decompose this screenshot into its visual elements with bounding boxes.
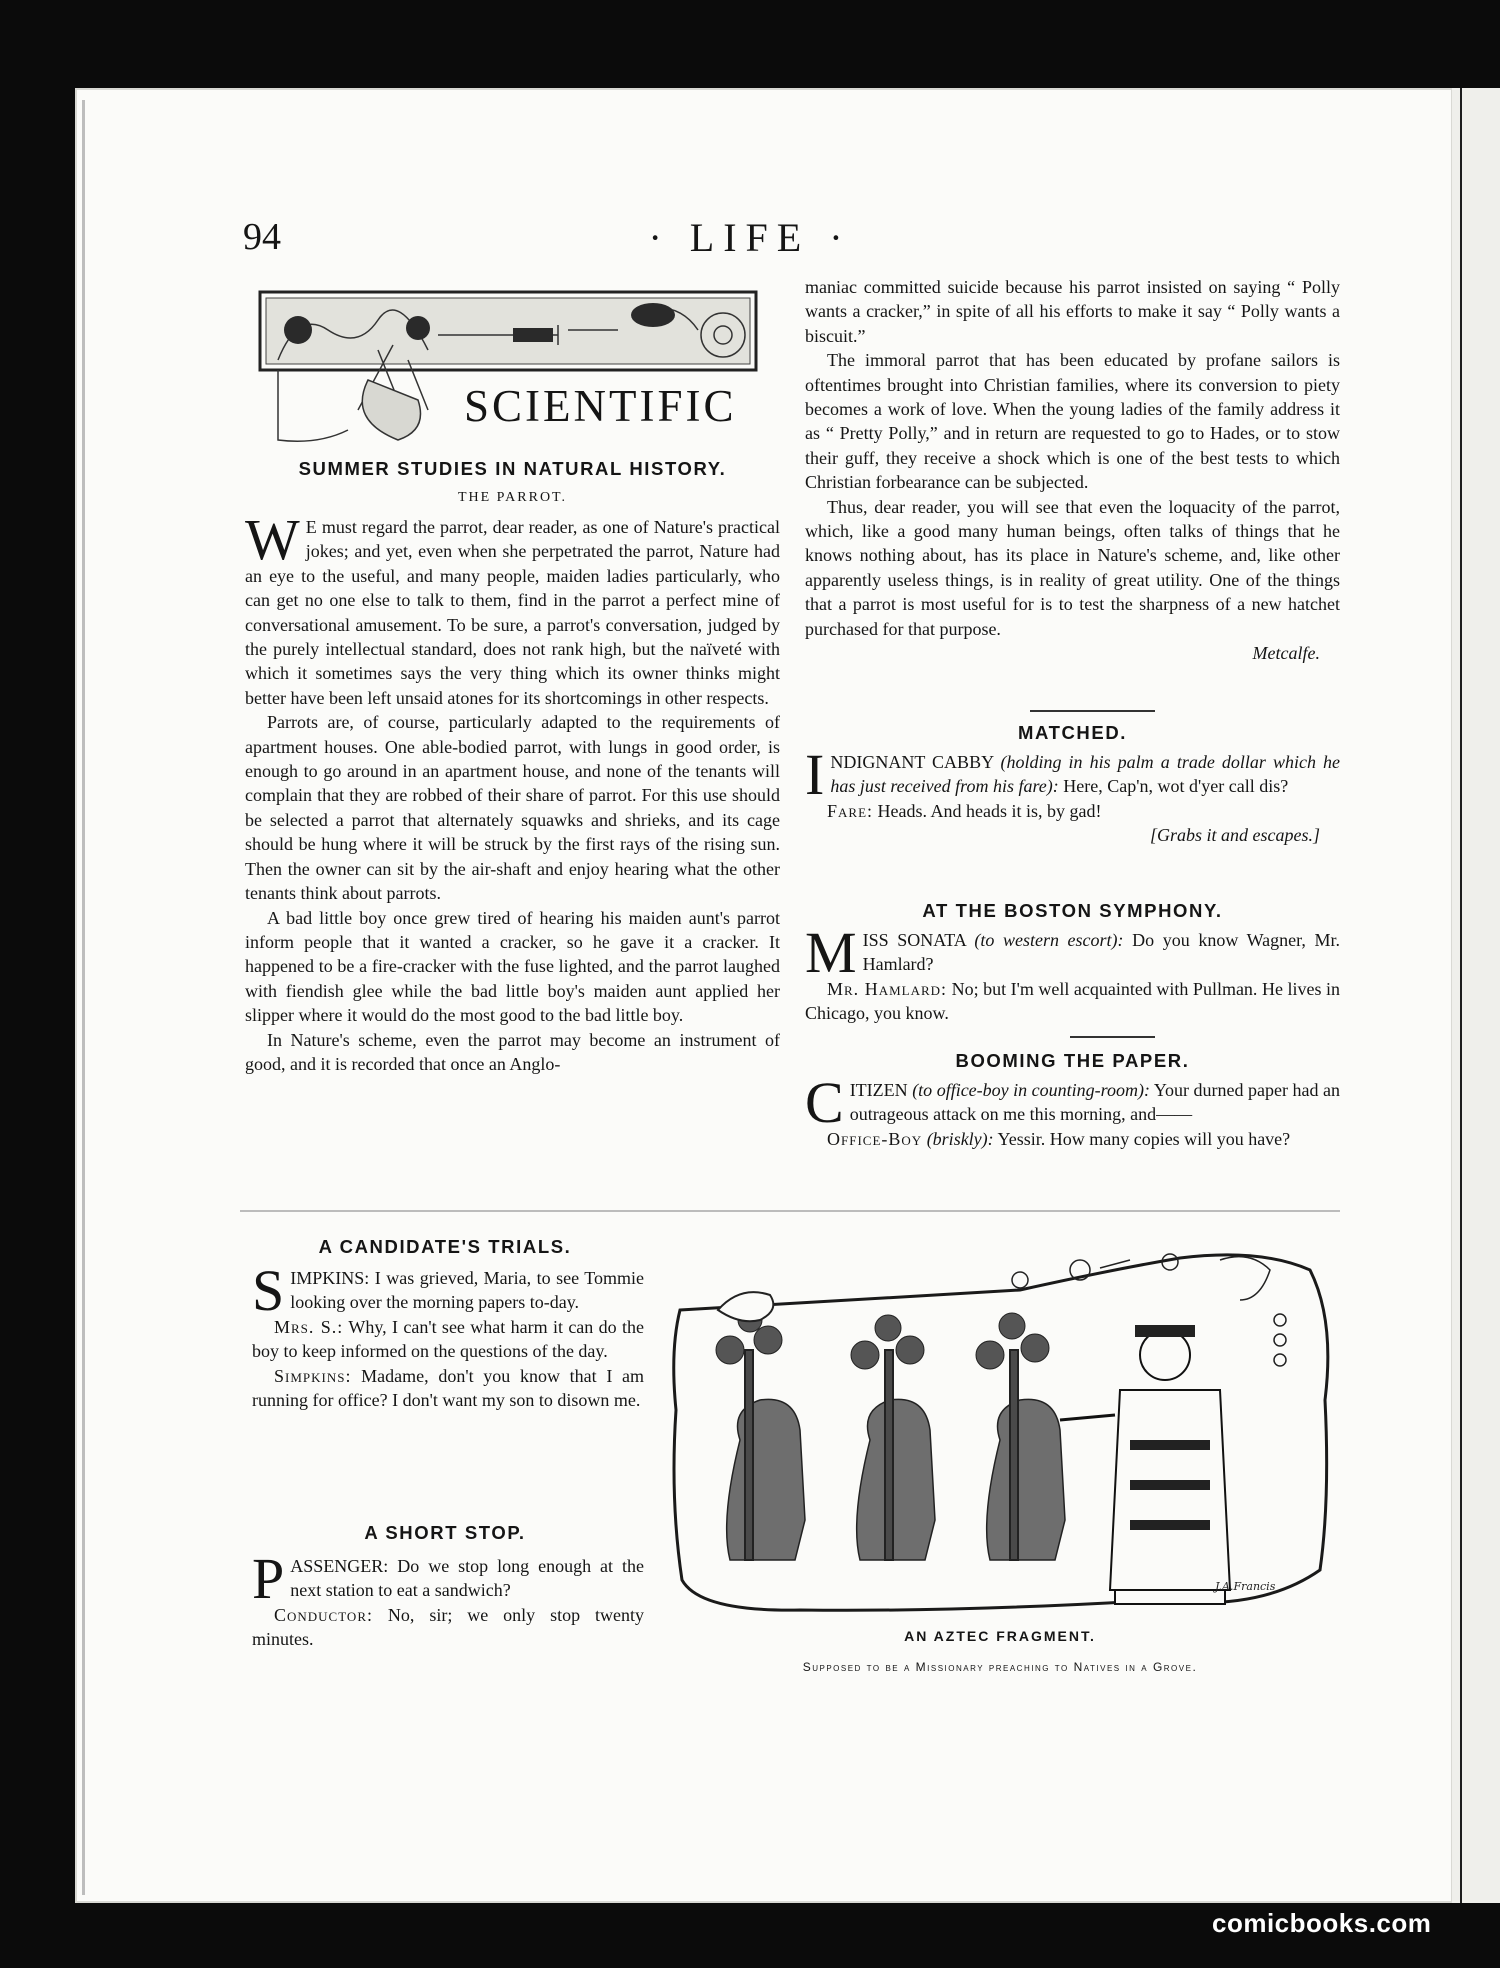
stage-direction: [Grabs it and escapes.] — [1150, 825, 1320, 846]
right-column-text — [805, 275, 1340, 666]
boston-heading: AT THE BOSTON SYMPHONY. — [922, 900, 1223, 921]
stage-direction: (to western escort): — [974, 930, 1124, 950]
stage-direction: (holding in his palm a trade dollar which he has just received from his fare): — [830, 752, 1340, 797]
page-binding-edge — [82, 100, 85, 1895]
parrot-paragraph-7: Thus, dear reader, you will see that even the loquacity of the parrot, which, like a good many human beings, often talks of things that he knows nothing about, has its place in Nature's scheme, and, like other apparently useless things, is in reality of great utility. One of the things that a parrot is most useful for is to test the sharpness of a new hatchet purchased for that purpose. — [805, 496, 1340, 639]
speaker: Office-Boy — [827, 1128, 923, 1149]
section-divider — [240, 1210, 1340, 1212]
parrot-paragraph-6: The immoral parrot that has been educated by profane sailors is oftentimes brought into Christian families, where its conversion to piety becomes a work of love. When the young ladies of the family address it as “ Pretty Polly,” and in return are requested to go to Hades, or to stow their guff, they receive a shock which is one of the best tests to which Christian forbearance can be subjected. — [805, 350, 1340, 493]
shortstop-text: PASSENGER: Do we stop long enough at the next station to eat a sandwich? Conductor: No, sir; we only stop twenty minutes. — [252, 1546, 644, 1650]
parrot-heading: SUMMER STUDIES IN NATURAL HISTORY. — [298, 458, 727, 479]
page-number: 94 — [243, 216, 281, 258]
drop-cap: W — [245, 507, 300, 572]
shortstop-heading: A SHORT STOP. — [364, 1522, 526, 1543]
matched-heading: MATCHED. — [1017, 722, 1128, 743]
stage-direction: (to office-boy in counting-room): — [912, 1080, 1150, 1100]
candidate-heading: A CANDIDATE'S TRIALS. — [318, 1236, 572, 1257]
parrot-paragraph-4: In Nature's scheme, even the parrot may become an instrument of good, and it is recorded that once an Anglo- — [245, 1029, 780, 1074]
artist-signature: J.A.Francis — [1215, 1580, 1276, 1593]
parrot-signature: Metcalfe. — [1252, 643, 1320, 664]
speaker: Mr. Hamlard: — [827, 978, 948, 999]
left-column-text — [245, 507, 780, 1076]
facing-page-edge — [1452, 88, 1500, 1903]
matched-text: INDIGNANT CABBY (holding in his palm a trade dollar which he has just received from his fare): Here, Cap'n, wot d'yer call dis? Fare: Heads. And heads it is, by gad! [Grabs it and escapes.] — [805, 750, 1340, 848]
illustration-subcaption: Supposed to be a Missionary preaching to Natives in a Grove. — [802, 1660, 1198, 1674]
banner-title: SCIENTIFIC — [464, 381, 737, 431]
parrot-paragraph-5: maniac committed suicide because his parrot insisted on saying “ Polly wants a cracker,” in spite of all his efforts to make it say “ Polly wants a biscuit.” — [805, 277, 1340, 346]
aztec-fragment-illustration — [660, 1240, 1340, 1620]
drop-cap: M — [805, 920, 857, 985]
parrot-paragraph-3: A bad little boy once grew tired of hearing his maiden aunt's parrot inform people that it wanted a cracker, so he gave it a cracker. It happened to be a fire-cracker with the fuse lighted, and the parrot laughed with fiendish glee while the bad little boy's maiden aunt applied her slipper where it would do the most good to the bad little boy. — [245, 907, 780, 1026]
illustration-caption: AN AZTEC FRAGMENT. — [904, 1628, 1096, 1644]
stage-direction: (briskly): — [926, 1128, 994, 1149]
speaker: IMPKINS: — [290, 1268, 370, 1288]
speaker: ITIZEN — [849, 1080, 908, 1100]
speaker: ISS SONATA — [862, 930, 966, 950]
drop-cap: P — [252, 1546, 285, 1611]
parrot-paragraph-2: Parrots are, of course, particularly adapted to the requirements of apartment houses. One able-bodied parrot, with lungs in good order, is enough to go around in an apartment house, and none of the tenants will complain that they are robbed of their share of parrot. For this use should be selected a parrot that alternately squawks and shrieks, and its cage should be hung where it will be struck by the first rays of the rising sun. Then the owner can sit by the air-shaft and enjoy hearing what the other tenants think about parrots. — [245, 712, 780, 904]
divider — [1030, 710, 1155, 712]
drop-cap: C — [805, 1070, 844, 1135]
boston-text: MISS SONATA (to western escort): Do you know Wagner, Mr. Hamlard? Mr. Hamlard: No; but I'm well acquainted with Pullman. He lives in Chicago, you know. — [805, 920, 1341, 1024]
speaker: Conductor: — [274, 1604, 373, 1625]
drop-cap: S — [252, 1258, 285, 1323]
speaker: ASSENGER: — [290, 1556, 389, 1576]
divider — [1070, 1036, 1155, 1038]
masthead-title: · LIFE · — [648, 215, 852, 260]
parrot-paragraph-1: W E must regard the parrot, dear reader, as one of Nature's practical jokes; and yet, even when she perpetrated the parrot, Nature had an eye to the useful, and many people, maiden ladies particularly, who can get no one else to talk to them, find in the parrot a perfect mine of conversational amusement. To be sure, a parrot's conversation, judged by the purely intellectual standard, does not rank high, but the naïveté with which it sometimes says the very thing which its owner thinks might better have been left unsaid atones for its shortcomings in other respects. — [245, 507, 780, 708]
booming-text: CITIZEN (to office-boy in counting-room): Your durned paper had an outrageous attack on me this morning, and—— Office-Boy (briskly): Yessir. How many copies will you have? — [805, 1070, 1340, 1149]
site-watermark: comicbooks.com — [1212, 1908, 1432, 1938]
speaker: Mrs. S.: — [274, 1316, 344, 1337]
speaker: NDIGNANT CABBY — [830, 752, 994, 772]
drop-cap: I — [805, 742, 825, 807]
speaker: Fare: — [827, 800, 874, 821]
candidate-text: SIMPKINS: I was grieved, Maria, to see Tommie looking over the morning papers to-day. Mrs. S.: Why, I can't see what harm it can do the boy to keep informed on the questions of the day. Simpkins: Madame, don't you know that I am running for office? I don't want my son to disown me. — [252, 1258, 645, 1411]
parrot-subheading: THE PARROT. — [457, 490, 568, 505]
booming-heading: BOOMING THE PAPER. — [955, 1050, 1190, 1071]
speaker: Simpkins: — [274, 1365, 352, 1386]
